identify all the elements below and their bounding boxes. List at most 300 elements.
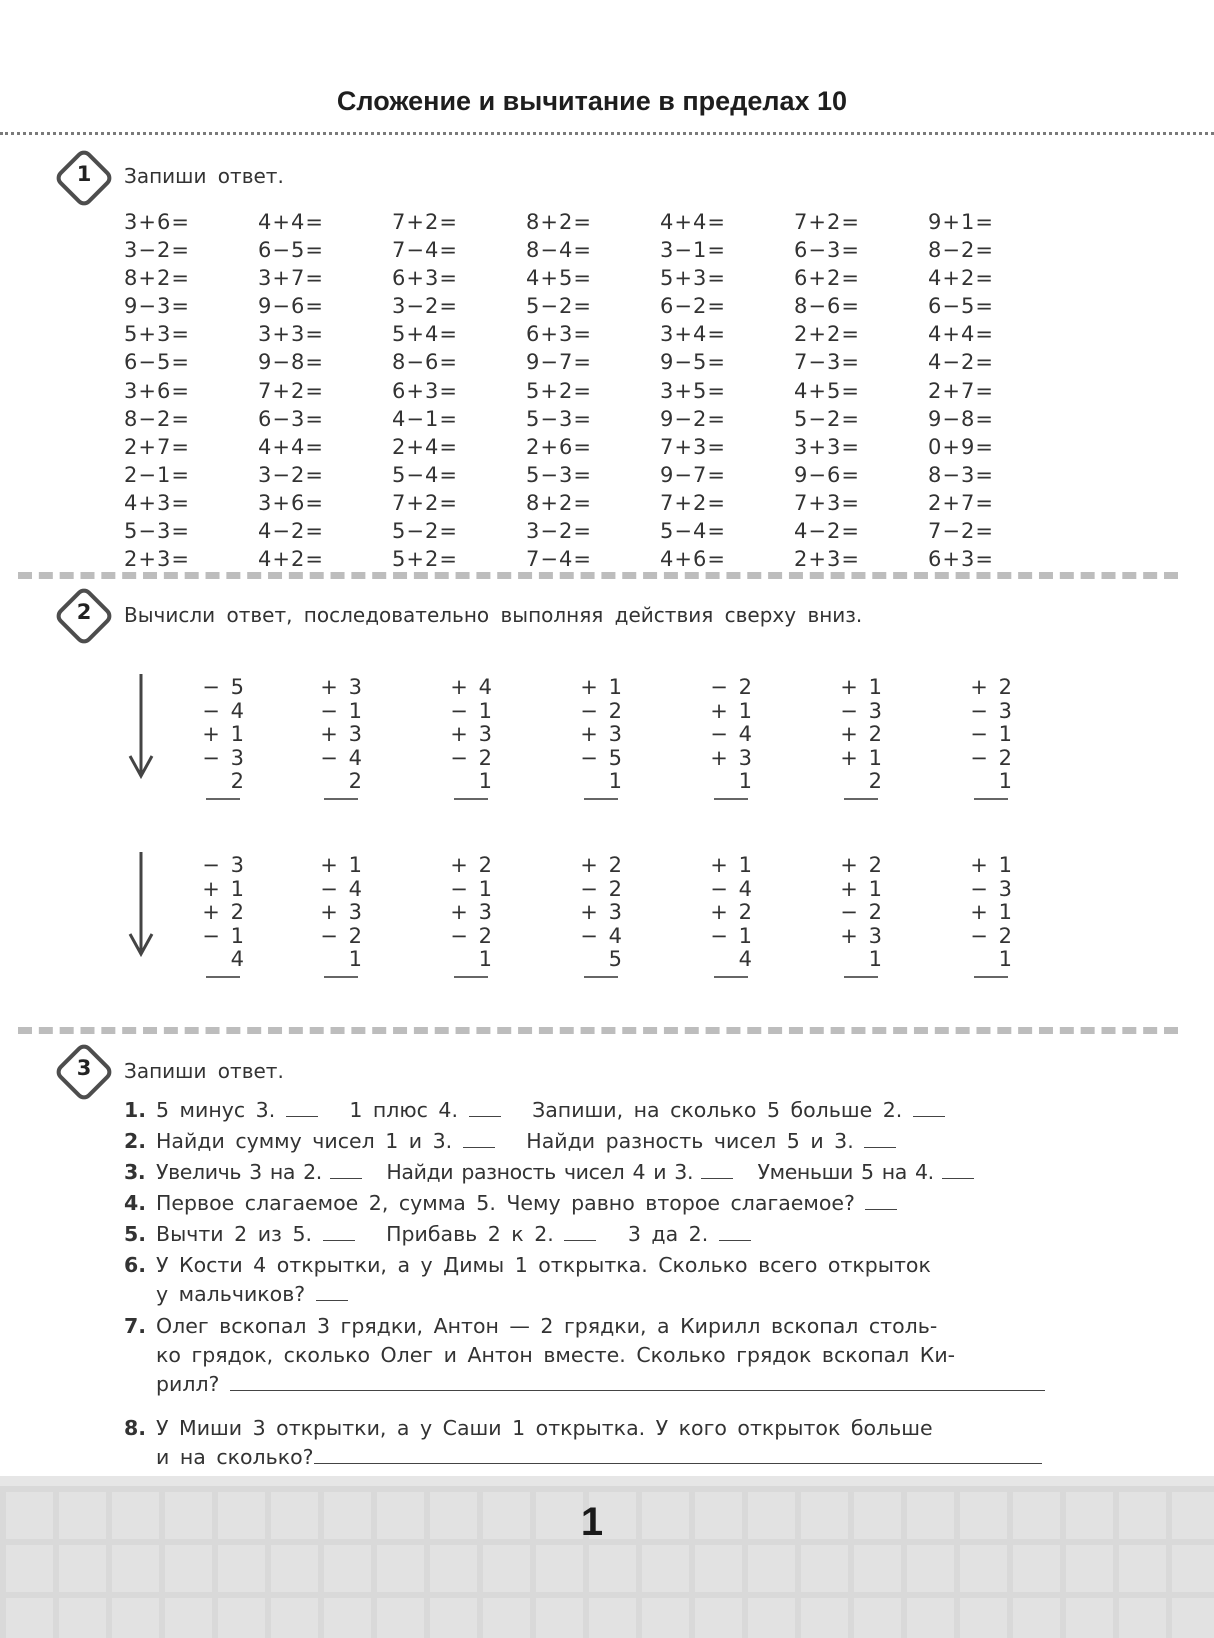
answer-line[interactable] [584, 976, 618, 978]
grid-cell [483, 1545, 530, 1592]
chain-step [202, 747, 252, 771]
exercise: 4+5= [526, 266, 592, 291]
chain-operator: − [580, 876, 598, 901]
chain-number: 4 [478, 675, 492, 699]
answer-line[interactable] [844, 798, 878, 800]
problem-text: Олег вскопал 3 грядки, Антон — 2 грядки, а Кирилл вскопал столь- [156, 1314, 938, 1338]
answer-blank[interactable] [469, 1098, 501, 1117]
chain-step [320, 676, 370, 700]
chain-operator: − [202, 923, 220, 948]
exercise: 5+2= [392, 547, 458, 572]
answer-line[interactable] [974, 976, 1008, 978]
chain-operator: + [710, 698, 728, 723]
chain-exercise [450, 854, 500, 972]
exercise: 2+6= [526, 434, 592, 459]
exercise: 7+2= [392, 490, 458, 515]
exercise: 6−5= [258, 238, 324, 263]
chain-operator: − [970, 698, 988, 723]
exercise: 3+4= [660, 322, 726, 347]
chain-number: 5 [608, 745, 622, 770]
chain-step [202, 700, 252, 724]
exercise: 2+7= [124, 434, 190, 459]
chain-step [202, 948, 252, 972]
answer-line[interactable] [584, 798, 618, 800]
exercise: 2+7= [928, 378, 994, 403]
chain-operator: − [450, 923, 468, 948]
problem-text: Уменьши 5 на 4. [757, 1160, 934, 1184]
grid-cell [1066, 1545, 1113, 1592]
chain-step [320, 925, 370, 949]
problem-number: 6. [124, 1253, 147, 1277]
exercise: 6+2= [794, 266, 860, 291]
exercise: 3−2= [258, 462, 324, 487]
answer-line[interactable] [206, 976, 240, 978]
chain-step [970, 878, 1020, 902]
chain-number: 1 [738, 853, 752, 877]
chain-number: 1 [998, 900, 1012, 924]
grid-cell [748, 1545, 795, 1592]
chain-number: 1 [738, 769, 752, 793]
chain-number: 1 [868, 947, 882, 971]
chain-step [320, 854, 370, 878]
answer-line[interactable] [454, 798, 488, 800]
chain-number: 3 [478, 900, 492, 924]
chain-number: 2 [608, 698, 622, 723]
answer-line[interactable] [206, 798, 240, 800]
answer-line[interactable] [714, 798, 748, 800]
chain-step [320, 700, 370, 724]
chain-step [580, 854, 630, 878]
chain-number: 3 [608, 900, 622, 924]
chain-step [840, 925, 890, 949]
problem-text: и на сколько? [156, 1445, 314, 1469]
exercise: 8−3= [928, 462, 994, 487]
chain-step [202, 770, 252, 794]
chain-exercise [580, 854, 630, 972]
chain-number: 2 [868, 722, 882, 746]
grid-cell [271, 1545, 318, 1592]
chain-operator: − [202, 698, 220, 723]
chain-number: 2 [478, 853, 492, 877]
exercise: 9−7= [526, 350, 592, 375]
chain-operator: − [580, 745, 598, 770]
exercise: 8+2= [526, 210, 592, 234]
chain-operator: + [710, 745, 728, 770]
chain-operator: + [450, 675, 468, 699]
chain-number: 2 [608, 876, 622, 901]
chain-step [450, 747, 500, 771]
exercise-column [928, 208, 994, 573]
chain-number: 3 [998, 698, 1012, 723]
answer-line[interactable] [324, 798, 358, 800]
chain-number: 3 [230, 853, 244, 877]
chain-step [580, 723, 630, 747]
chain-number: 1 [868, 675, 882, 699]
chain-number: 1 [868, 745, 882, 770]
exercise: 6+3= [392, 378, 458, 403]
answer-blank[interactable] [286, 1098, 318, 1117]
exercise: 5−4= [660, 519, 726, 544]
title-divider [0, 132, 1214, 135]
chain-step [450, 700, 500, 724]
exercise: 9−7= [660, 462, 726, 487]
chain-number: 1 [348, 698, 362, 723]
chain-step [710, 676, 760, 700]
grid-cell [960, 1545, 1007, 1592]
exercise: 9−8= [928, 406, 994, 431]
chain-exercise [970, 676, 1020, 794]
grid-cell [324, 1598, 371, 1638]
chain-number: 2 [868, 853, 882, 877]
chain-operator: − [450, 698, 468, 723]
chain-number: 4 [738, 876, 752, 901]
answer-line[interactable] [314, 1445, 1042, 1464]
chain-step [450, 901, 500, 925]
exercise: 8+2= [124, 266, 190, 291]
exercise: 9−2= [660, 406, 726, 431]
chain-number: 2 [868, 769, 882, 793]
exercise: 9−5= [660, 350, 726, 375]
chain-operator: + [580, 675, 598, 699]
chain-number: 1 [998, 722, 1012, 746]
exercise: 2+7= [928, 490, 994, 515]
exercise: 9−3= [124, 294, 190, 319]
problem-text: Увеличь 3 на 2. [156, 1160, 322, 1184]
chain-number: 3 [478, 722, 492, 746]
exercise: 4−2= [794, 519, 860, 544]
chain-number: 1 [478, 876, 492, 901]
answer-line[interactable] [454, 976, 488, 978]
exercise: 2+4= [392, 434, 458, 459]
exercise: 4+4= [660, 210, 726, 234]
problem-6 [124, 1251, 1064, 1309]
chain-number: 3 [608, 722, 622, 746]
chain-number: 2 [478, 745, 492, 770]
problem-text: Запиши, на сколько 5 больше 2. [532, 1098, 903, 1122]
chain-operator: + [202, 876, 220, 901]
grid-cell [112, 1545, 159, 1592]
exercise: 7+2= [392, 210, 458, 234]
chain-step [320, 747, 370, 771]
answer-blank[interactable] [564, 1222, 596, 1241]
down-arrow-icon [126, 850, 156, 958]
chain-number: 4 [348, 745, 362, 770]
exercise: 7−3= [794, 350, 860, 375]
exercise: 3+3= [258, 322, 324, 347]
chain-number: 4 [608, 923, 622, 948]
chain-operator: + [320, 900, 338, 924]
chain-operator: + [450, 722, 468, 746]
problem-text: У Миши 3 открытки, а у Саши 1 открытка. У кого открыток больше [156, 1416, 933, 1440]
problem-text: Найди разность чисел 5 и 3. [526, 1129, 854, 1153]
chain-step [840, 723, 890, 747]
chain-operator: − [710, 923, 728, 948]
chain-step [580, 700, 630, 724]
chain-number: 1 [230, 876, 244, 901]
chain-number: 2 [738, 900, 752, 924]
chain-operator: − [580, 923, 598, 948]
chain-operator: + [580, 722, 598, 746]
chain-number: 1 [608, 675, 622, 699]
grid-cell [589, 1545, 636, 1592]
answer-blank[interactable] [942, 1160, 974, 1179]
exercise: 6+3= [928, 547, 994, 572]
exercise: 6−3= [794, 238, 860, 263]
exercise: 4+6= [660, 547, 726, 572]
chain-step [710, 770, 760, 794]
chain-operator: + [710, 900, 728, 924]
chain-step [970, 676, 1020, 700]
exercise: 2+2= [794, 322, 860, 347]
grid-cell [1013, 1545, 1060, 1592]
answer-line[interactable] [844, 976, 878, 978]
exercise: 8−4= [526, 238, 592, 263]
chain-step [970, 747, 1020, 771]
answer-blank[interactable] [719, 1222, 751, 1241]
chain-step [580, 948, 630, 972]
chain-step [710, 878, 760, 902]
problem-text: Найди разность чисел 4 и 3. [386, 1160, 694, 1184]
answer-blank[interactable] [864, 1129, 896, 1148]
grid-cell [907, 1598, 954, 1638]
problem-8 [124, 1414, 1064, 1472]
problem-7 [124, 1312, 1064, 1400]
exercise: 8−6= [392, 350, 458, 375]
problem-number: 5. [124, 1222, 147, 1246]
chain-step [710, 723, 760, 747]
answer-blank[interactable] [865, 1191, 897, 1210]
chain-operator: + [840, 722, 858, 746]
chain-step [202, 854, 252, 878]
exercise: 8−6= [794, 294, 860, 319]
chain-number: 1 [230, 923, 244, 948]
chain-operator: + [320, 853, 338, 877]
exercise: 7+3= [660, 434, 726, 459]
chain-number: 5 [608, 947, 622, 971]
exercise: 3−2= [392, 294, 458, 319]
exercise-column [526, 208, 592, 573]
grid-cell [483, 1598, 530, 1638]
problem-1 [124, 1096, 1064, 1125]
exercise: 3+7= [258, 266, 324, 291]
chain-number: 1 [738, 923, 752, 948]
chain-exercise [320, 676, 370, 794]
answer-blank[interactable] [316, 1282, 348, 1301]
chain-step [840, 948, 890, 972]
grid-cell [1066, 1598, 1113, 1638]
grid-cell [642, 1545, 689, 1592]
grid-cell [1172, 1598, 1214, 1638]
exercise-column [794, 208, 860, 573]
chain-operator: − [320, 745, 338, 770]
exercise: 5+4= [392, 322, 458, 347]
grid-cell [589, 1598, 636, 1638]
chain-step [450, 925, 500, 949]
chain-number: 1 [348, 853, 362, 877]
problem-2 [124, 1127, 1064, 1156]
chain-step [202, 925, 252, 949]
exercise: 5−3= [526, 462, 592, 487]
problem-text: Прибавь 2 к 2. [386, 1222, 554, 1246]
exercise: 4−2= [928, 350, 994, 375]
answer-blank[interactable] [463, 1129, 495, 1148]
exercise: 5+3= [124, 322, 190, 347]
chain-step [710, 700, 760, 724]
exercise: 3−1= [660, 238, 726, 263]
exercise-column [124, 208, 190, 573]
chain-step [970, 948, 1020, 972]
chain-number: 4 [738, 722, 752, 746]
chain-number: 3 [348, 722, 362, 746]
grid-cell [536, 1545, 583, 1592]
exercise: 7+3= [794, 490, 860, 515]
answer-line[interactable] [230, 1372, 1045, 1391]
chain-number: 3 [868, 923, 882, 948]
chain-step [320, 901, 370, 925]
exercise-column [660, 208, 726, 573]
chain-step [840, 878, 890, 902]
exercise: 4+4= [258, 434, 324, 459]
chain-number: 5 [230, 675, 244, 699]
answer-line[interactable] [714, 976, 748, 978]
problem-number: 1. [124, 1098, 147, 1122]
grid-cell [218, 1545, 265, 1592]
chain-step [840, 676, 890, 700]
problem-text: рилл? [156, 1372, 220, 1396]
problem-text: Первое слагаемое 2, сумма 5. Чему равно второе слагаемое? [156, 1191, 855, 1215]
chain-number: 2 [230, 769, 244, 793]
chain-step [320, 770, 370, 794]
exercise: 4−2= [258, 519, 324, 544]
exercise: 2+3= [124, 547, 190, 572]
problem-number: 4. [124, 1191, 147, 1215]
chain-number: 4 [738, 947, 752, 971]
problem-text: у мальчиков? [156, 1282, 306, 1306]
chain-operator: + [320, 722, 338, 746]
grid-cell [642, 1598, 689, 1638]
problem-3 [124, 1158, 1064, 1187]
problem-text: У Кости 4 открытки, а у Димы 1 открытка. Сколько всего открыток [156, 1253, 931, 1277]
grid-cell [1119, 1545, 1166, 1592]
answer-line[interactable] [324, 976, 358, 978]
chain-operator: − [710, 722, 728, 746]
chain-step [840, 747, 890, 771]
chain-number: 2 [998, 745, 1012, 770]
chain-step [450, 723, 500, 747]
chain-number: 4 [230, 947, 244, 971]
chain-number: 3 [738, 745, 752, 770]
chain-operator: − [710, 675, 728, 699]
chain-number: 2 [998, 923, 1012, 948]
grid-cell [907, 1545, 954, 1592]
chain-number: 1 [230, 722, 244, 746]
exercise: 5+2= [526, 378, 592, 403]
exercise: 9−6= [794, 462, 860, 487]
grid-cell [324, 1545, 371, 1592]
chain-number: 3 [998, 876, 1012, 901]
grid-cell [1172, 1545, 1214, 1592]
exercise: 7+2= [794, 210, 860, 234]
exercise: 9−6= [258, 294, 324, 319]
chain-exercise [202, 676, 252, 794]
chain-step [970, 901, 1020, 925]
grid-cell [430, 1598, 477, 1638]
chain-operator: − [320, 698, 338, 723]
chain-operator: − [970, 745, 988, 770]
task-2-instruction: Вычисли ответ, последовательно выполняя действия сверху вниз. [124, 603, 863, 627]
chain-number: 2 [738, 675, 752, 699]
grid-cell [801, 1545, 848, 1592]
exercise: 5−3= [124, 519, 190, 544]
exercise: 4+2= [258, 547, 324, 572]
chain-step [970, 723, 1020, 747]
exercise: 0+9= [928, 434, 994, 459]
chain-exercise [580, 676, 630, 794]
grid-cell [1119, 1598, 1166, 1638]
exercise: 5−2= [392, 519, 458, 544]
exercise: 6−5= [928, 294, 994, 319]
chain-operator: − [840, 900, 858, 924]
chain-step [580, 747, 630, 771]
answer-blank[interactable] [913, 1098, 945, 1117]
chain-step [450, 770, 500, 794]
problem-number: 3. [124, 1160, 146, 1184]
chain-step [320, 723, 370, 747]
chain-step [450, 676, 500, 700]
chain-step [970, 770, 1020, 794]
grid-cell [695, 1598, 742, 1638]
exercise: 7−4= [392, 238, 458, 263]
chain-number: 3 [230, 745, 244, 770]
problem-4 [124, 1189, 1064, 1218]
problem-number: 8. [124, 1416, 147, 1440]
chain-number: 1 [738, 698, 752, 723]
exercise: 4+4= [258, 210, 324, 234]
chain-number: 2 [348, 769, 362, 793]
chain-step [320, 948, 370, 972]
chain-operator: − [840, 698, 858, 723]
grid-cell [218, 1598, 265, 1638]
chain-number: 1 [998, 947, 1012, 971]
chain-operator: − [970, 876, 988, 901]
exercise: 6+3= [526, 322, 592, 347]
exercise: 5−2= [794, 406, 860, 431]
answer-blank[interactable] [701, 1160, 733, 1179]
page-number: 1 [580, 1500, 604, 1544]
exercise: 8−2= [928, 238, 994, 263]
answer-line[interactable] [974, 798, 1008, 800]
grid-cell [960, 1598, 1007, 1638]
chain-exercise [710, 676, 760, 794]
chain-exercise [840, 854, 890, 972]
exercise: 3−2= [526, 519, 592, 544]
chain-step [580, 925, 630, 949]
chain-operator: − [202, 853, 220, 877]
chain-operator: − [970, 923, 988, 948]
chain-step [580, 676, 630, 700]
chain-step [450, 854, 500, 878]
answer-blank[interactable] [323, 1222, 355, 1241]
section-divider [18, 1027, 1178, 1034]
chain-operator: + [840, 853, 858, 877]
page-title: Сложение и вычитание в пределах 10 [336, 86, 848, 116]
chain-operator: + [580, 853, 598, 877]
down-arrow-icon [126, 672, 156, 780]
answer-blank[interactable] [330, 1160, 362, 1179]
chain-step [320, 878, 370, 902]
problem-text: 3 да 2. [627, 1222, 709, 1246]
chain-step [202, 878, 252, 902]
